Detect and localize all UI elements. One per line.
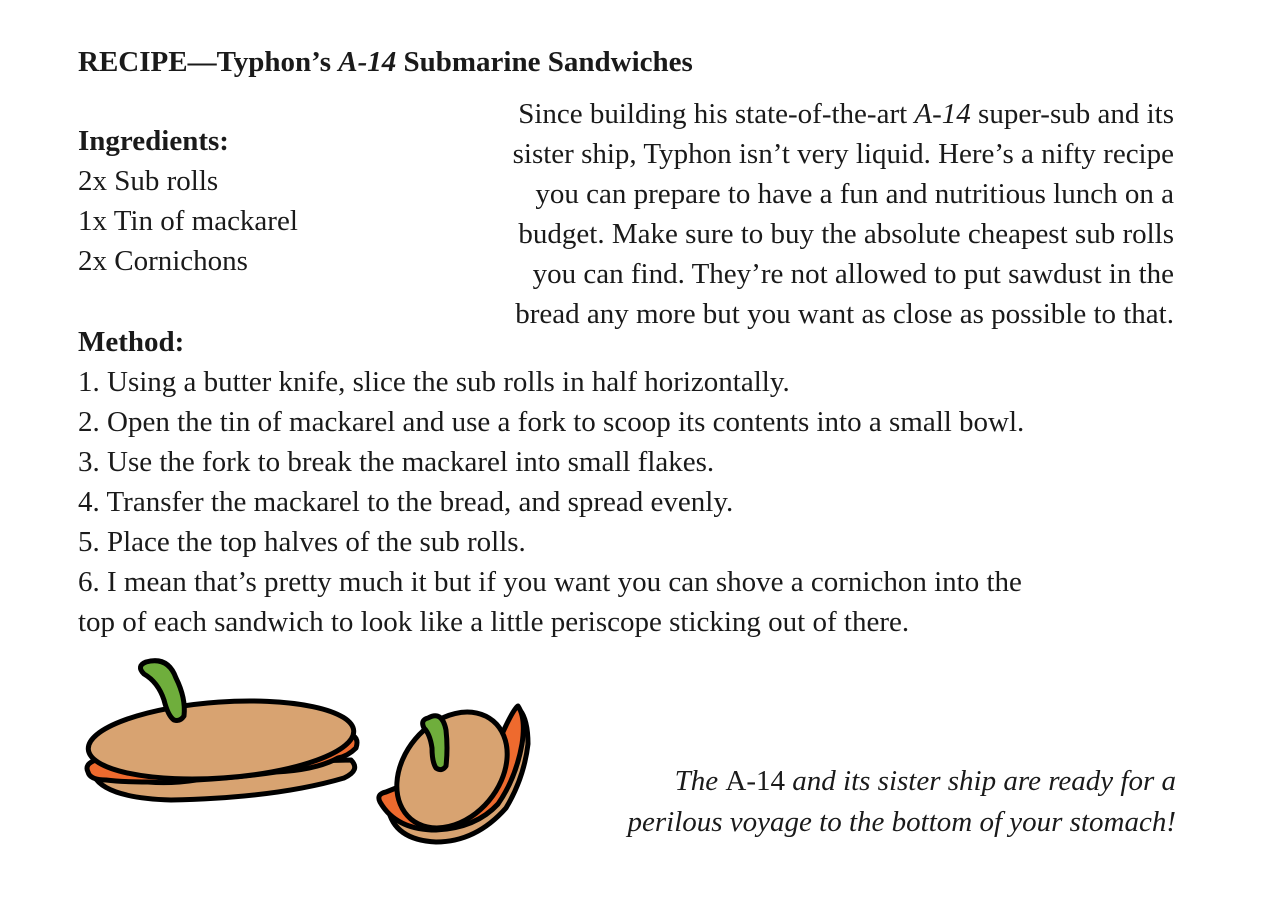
caption-line [628, 761, 1177, 802]
method-step: 1. Using a butter knife, slice the sub rolls in half horizontally. [78, 366, 790, 398]
ingredient-item: 2x Sub rolls [78, 165, 219, 197]
title-suffix: Submarine Sandwiches [396, 46, 693, 78]
method-step: 3. Use the fork to break the mackarel into small flakes. [78, 446, 715, 478]
method-step: 4. Transfer the mackarel to the bread, and spread evenly. [78, 486, 734, 518]
ingredient-item: 1x Tin of mackarel [78, 205, 298, 237]
intro-line1-post: super-sub and its [970, 98, 1174, 130]
method-section [78, 322, 1024, 642]
title-emphasis: A-14 [338, 46, 397, 78]
intro-line: you can find. They’re not allowed to put sawdust in the [532, 258, 1174, 290]
ingredients-heading: Ingredients: [78, 125, 229, 157]
intro-line: you can prepare to have a fun and nutritious lunch on a [535, 178, 1174, 210]
caption-line1-upright: A-14 [725, 765, 786, 797]
illustration-caption [628, 761, 1177, 843]
method-step: 2. Open the tin of mackarel and use a fork to scoop its contents into a small bowl. [78, 406, 1025, 438]
intro-line1-pre: Since building his state-of-the-art [518, 98, 915, 130]
recipe-title [78, 42, 693, 82]
big-sandwich [86, 661, 357, 800]
caption-line1-post: and its sister ship are ready for a [785, 765, 1176, 797]
caption-line1-pre: The [674, 765, 726, 797]
small-sandwich [374, 690, 530, 850]
method-heading: Method: [78, 326, 185, 358]
intro-line: budget. Make sure to buy the absolute cheapest sub rolls [518, 218, 1174, 250]
method-step: top of each sandwich to look like a little periscope sticking out of there. [78, 606, 910, 638]
ingredient-item: 2x Cornichons [78, 245, 248, 277]
title-prefix: RECIPE—Typhon’s [78, 46, 339, 78]
ingredients-section [78, 121, 298, 281]
intro-paragraph [404, 94, 1174, 334]
intro-line1-emphasis: A-14 [914, 98, 971, 130]
method-step: 5. Place the top halves of the sub rolls. [78, 526, 526, 558]
intro-line: sister ship, Typhon isn’t very liquid. Here’s a nifty recipe [512, 138, 1174, 170]
caption-line: perilous voyage to the bottom of your stomach! [627, 806, 1176, 838]
intro-line [404, 94, 1174, 134]
intro-line: bread any more but you want as close as possible to that. [515, 298, 1174, 330]
sandwich-illustration [76, 648, 546, 858]
method-step: 6. I mean that’s pretty much it but if you want you can shove a cornichon into the [78, 566, 1022, 598]
